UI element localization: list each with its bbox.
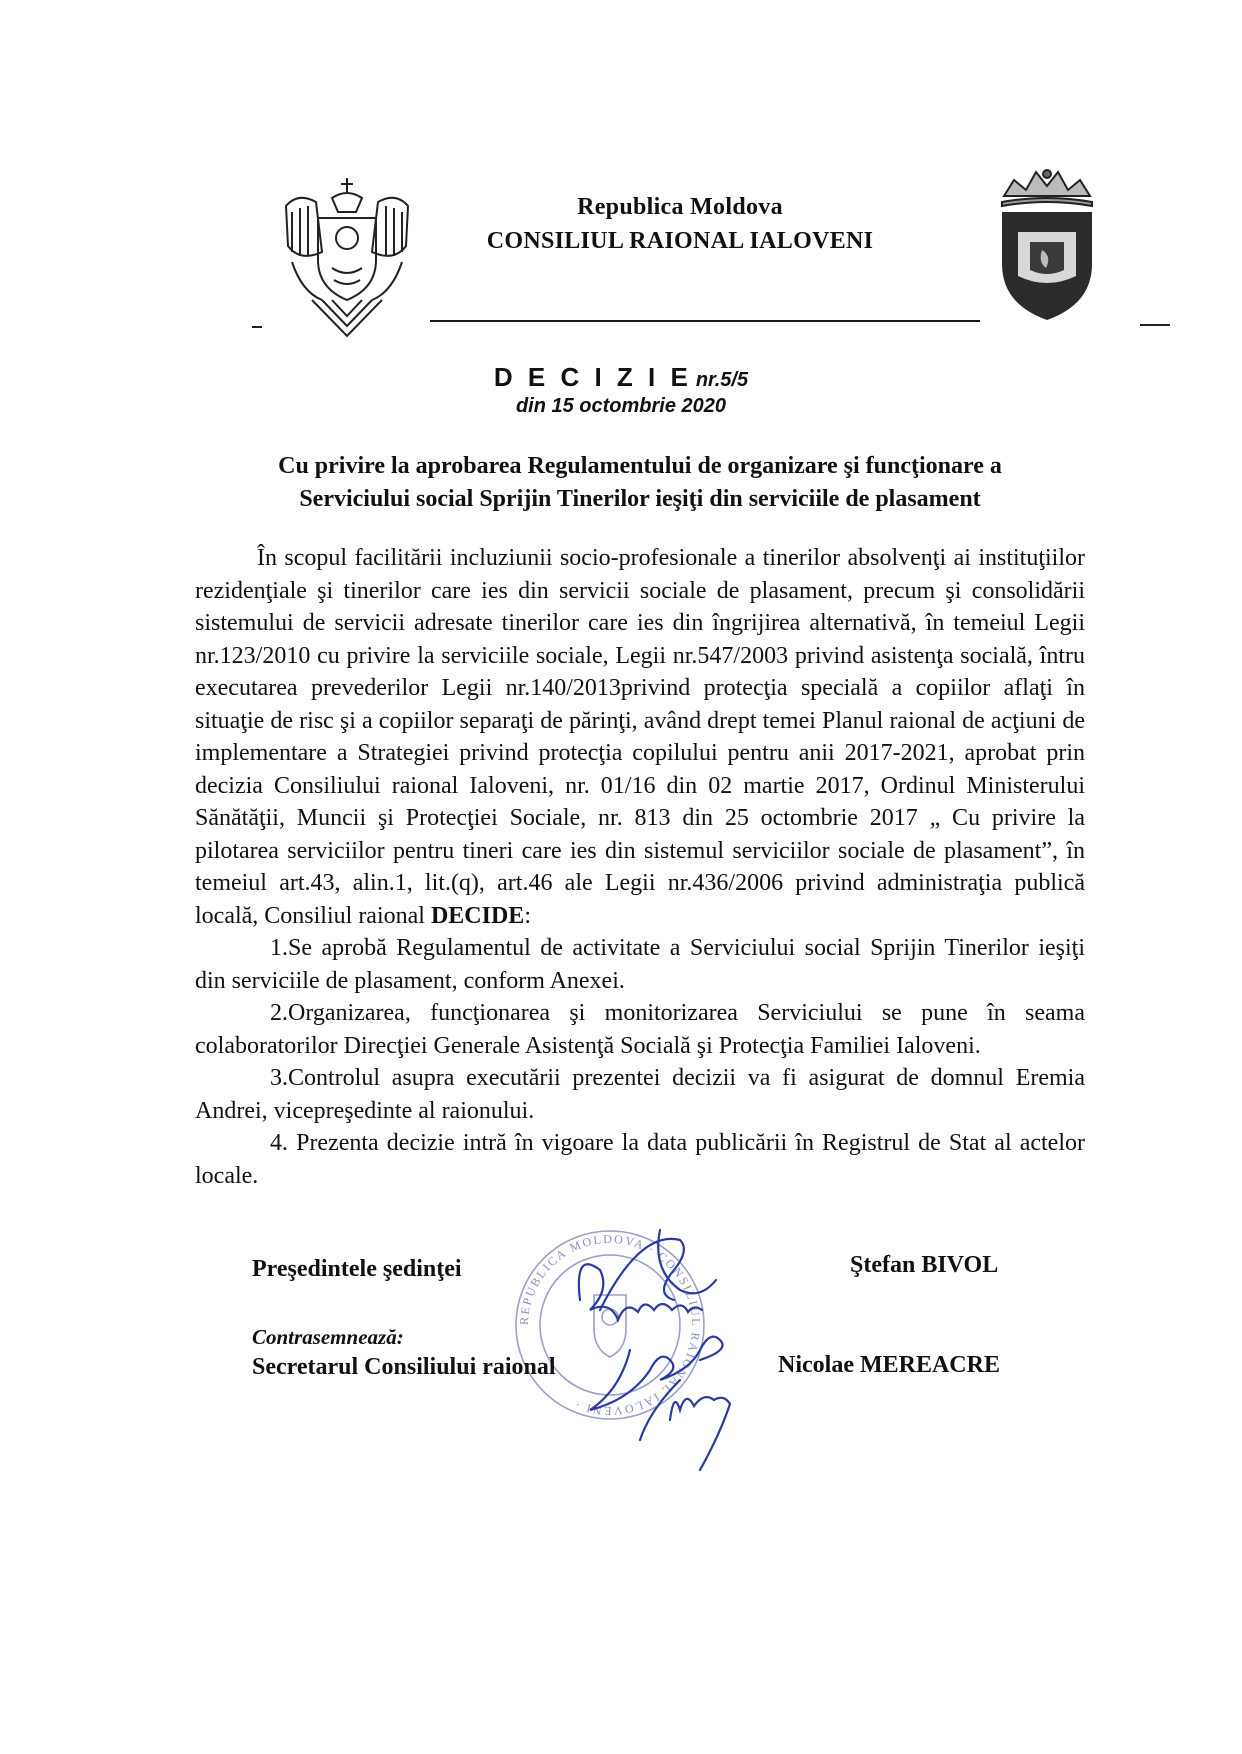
left-dash <box>252 326 262 328</box>
secretary-name: Nicolae MEREACRE <box>778 1352 1000 1378</box>
secretary-label: Secretarul Consiliului raional <box>252 1354 556 1380</box>
decision-number: nr.5/5 <box>695 369 749 391</box>
president-label: Preşedintele şedinţei <box>252 1256 462 1282</box>
decision-heading <box>0 362 1242 418</box>
decision-body <box>195 542 1085 1192</box>
decision-title: D E C I Z I E <box>493 362 692 392</box>
decide-word: DECIDE <box>430 902 525 929</box>
decision-item-4: 4. Prezenta decizie intră în vigoare la data publicării în Registrul de Stat al actelor locale. <box>195 1130 1085 1189</box>
handwritten-signatures <box>560 1220 810 1480</box>
decision-date: din 15 octombrie 2020 <box>515 395 727 417</box>
subject-line-1: Cu privire la aprobarea Regulamentului de organizare şi funcţionare a <box>278 453 1002 479</box>
decide-colon: : <box>524 902 531 929</box>
ialoveni-coat-of-arms-icon <box>996 168 1098 324</box>
decision-item-1: 1.Se aprobă Regulamentul de activitate a Serviciului social Sprijin Tinerilor ieşiţi din serviciile de plasament, conform Anexei. <box>195 935 1085 994</box>
president-name: Ştefan BIVOL <box>850 1252 999 1278</box>
header-rule <box>430 320 980 322</box>
preamble-text: În scopul facilitării incluziunii socio-profesionale a tinerilor absolvenţi ai instituţiilor rezidenţiale şi tinerilor care ies din servicii sociale de plasament, precum şi consolidării sistemului de servicii adresate tinerilor care ies din îngrijirea alternativă, în temeiul Legii nr.123/2010 cu privire la serviciile sociale, Legii nr.547/2003 privind asistenţa socială, întru executarea prevederilor Legii nr.140/2013privind protecţia specială a copiilor aflaţi în situaţie de risc şi a copiilor separaţi de părinţi, având drept temei Planul raional de acţiuni de implementare a Strategiei privind protecţia copilului pentru anii 2017-2021, aprobat prin decizia Consiliului raional Ialoveni, nr. 01/16 din 02 martie 2017, Ordinul Ministerului Sănătăţii, Muncii şi Protecţiei Sociale, nr. 813 din 25 octombrie 2017 „ Cu privire la pilotarea serviciilor pentru tineri care ies din sistemul serviciilor sociale de plasament”, în temeiul art.43, alin.1, lit.(q), art.46 ale Legii nr.436/2006 privind administraţia publică locală, Consiliul raional <box>195 545 1085 929</box>
svg-text:REPUBLICA MOLDOVA · CONSILIUL: REPUBLICA MOLDOVA · CONSILIUL RAIONAL IALOVENI · <box>516 1231 704 1419</box>
header <box>400 190 960 258</box>
countersign-label: Contrasemnează: <box>252 1325 404 1349</box>
decision-item-3: 3.Controlul asupra executării prezentei decizii va fi asigurat de domnul Eremia Andrei, vicepreşedinte al raionului. <box>195 1065 1085 1124</box>
council-name: CONSILIUL RAIONAL IALOVENI <box>486 228 874 254</box>
right-dash <box>1140 324 1170 326</box>
subject-line-2: Serviciului social Sprijin Tinerilor ieşiţi din serviciile de plasament <box>299 486 981 512</box>
decision-item-2: 2.Organizarea, funcţionarea şi monitorizarea Serviciului se pune în seama colaboratorilor Direcţiei Generale Asistenţă Socială şi Protecţia Familiei Ialoveni. <box>195 1000 1085 1059</box>
preamble-paragraph <box>195 542 1085 932</box>
decision-subject <box>230 450 1050 516</box>
country-name: Republica Moldova <box>577 194 783 220</box>
